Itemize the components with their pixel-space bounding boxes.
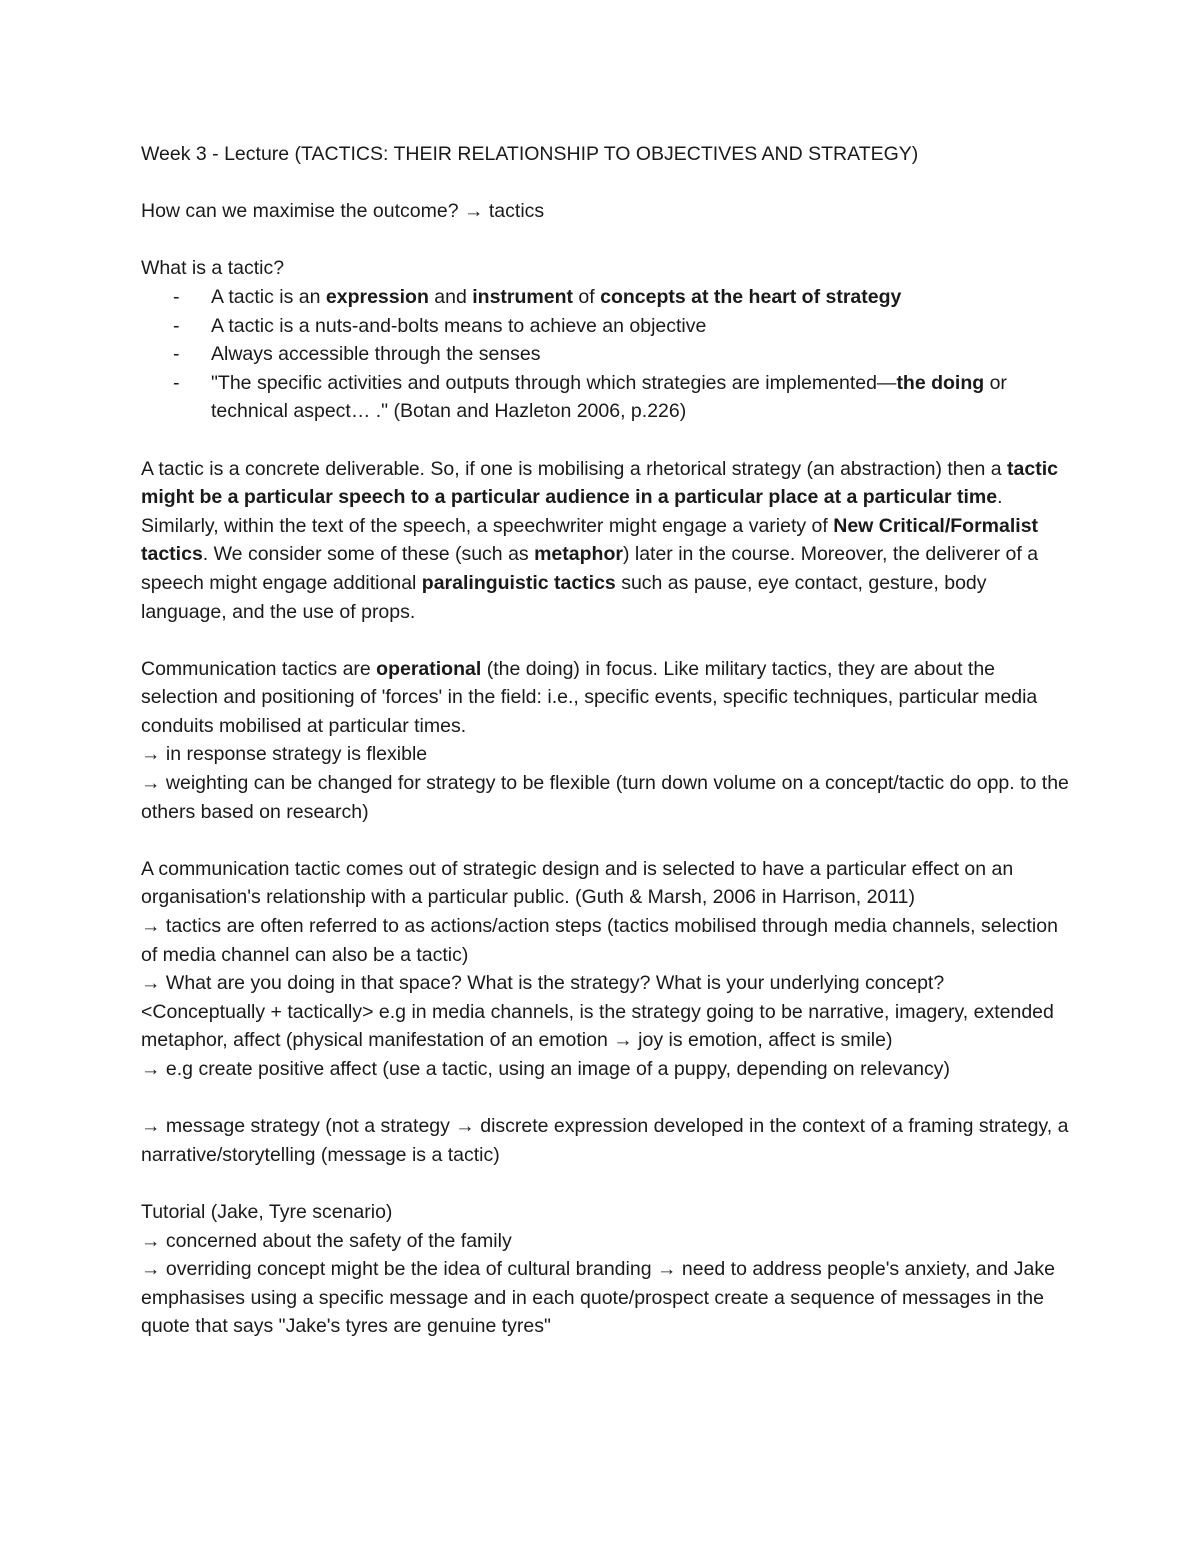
document-page [141,140,1071,1341]
bold-term: the doing [896,371,985,394]
tactic-bullet-list [141,283,1071,426]
spacer [141,226,1071,255]
bullet-dash: - [173,343,180,366]
arrow-note: → What are you doing in that space? What is the strategy? What is your underlying concept? <Conceptually + tactically> e.g in media channels, is the strategy going to be narrative, imagery, extended metaphor, affect (physical manifestation of an emotion → joy is emotion, affect is smile) [141,972,1054,1052]
paragraph-text: Communication tactics are [141,657,377,680]
bold-term: concepts at the heart of strategy [600,285,902,308]
paragraph-text: . Similarly, within the text of the speech, a speechwriter might engage a variety of [141,486,1003,537]
concrete-deliverable-paragraph [141,455,1071,627]
bullet-text: or technical aspect… ." (Botan and Hazleton 2006, p.226) [211,371,1007,423]
bullet-item [141,312,1071,341]
paragraph-text: ) later in the course. Moreover, the deliverer of a speech might engage additional [141,543,1039,594]
paragraph-text: (the doing) in focus. Like military tactics, they are about the selection and positioning of 'forces' in the field: i.e., specific events, specific techniques, particular media conduits mobilised at particular times. [141,657,1038,737]
question-line: How can we maximise the outcome? → tactics [141,200,545,223]
bullet-dash: - [173,314,180,337]
bold-term: New Critical/Formalist tactics [141,514,1039,566]
bullet-text: and [428,285,473,308]
document-title: Week 3 - Lecture (TACTICS: THEIR RELATIONSHIP TO OBJECTIVES AND STRATEGY) [141,143,919,165]
bullet-text: Always accessible through the senses [211,343,541,366]
bold-term: instrument [472,285,573,308]
spacer [141,1169,1071,1198]
bullet-text: of [573,285,601,308]
bullet-text: A tactic is an [211,285,326,308]
bullet-text: A tactic is a nuts-and-bolts means to achieve an objective [211,314,707,337]
arrow-note: → e.g create positive affect (use a tactic, using an image of a puppy, depending on relevancy) [141,1058,951,1080]
message-strategy-note: → message strategy (not a strategy → discrete expression developed in the context of a framing strategy, a narrative/storytelling (message is a tactic) [141,1115,1069,1166]
paragraph-text: . We consider some of these (such as [202,543,535,566]
bold-term: paralinguistic tactics [421,571,616,594]
arrow-note: → in response strategy is flexible [141,743,428,766]
spacer [141,426,1071,455]
bold-term: expression [325,285,429,308]
bullet-item [141,283,1071,312]
paragraph-text: A tactic is a concrete deliverable. So, if one is mobilising a rhetorical strategy (an abstraction) then a [141,457,1008,480]
tutorial-heading: Tutorial (Jake, Tyre scenario) [141,1200,393,1223]
spacer [141,169,1071,198]
bullet-dash: - [173,371,180,394]
spacer [141,626,1071,655]
spacer [141,1084,1071,1113]
strategic-design-paragraph: A communication tactic comes out of strategic design and is selected to have a particular effect on an organisation's relationship with a particular public. (Guth & Marsh, 2006 in Harrison, 2011) [141,857,1014,909]
what-is-heading: What is a tactic? [141,257,285,280]
bold-term: operational [376,657,482,680]
paragraph-text: such as pause, eye contact, gesture, body language, and the use of props. [141,571,987,623]
bullet-item [141,340,1071,369]
arrow-note: → weighting can be changed for strategy to be flexible (turn down volume on a concept/tactic do opp. to the others based on research) [141,772,1069,823]
operational-paragraph [141,655,1071,741]
bold-term: tactic might be a particular speech to a particular audience in a particular place at a particular time [141,457,1058,509]
arrow-note: → concerned about the safety of the family [141,1229,512,1252]
bullet-item [141,369,1071,426]
spacer [141,826,1071,855]
bullet-dash: - [173,285,180,308]
arrow-note: → overriding concept might be the idea of cultural branding → need to address people's anxiety, and Jake emphasises using a specific message and in each quote/prospect create a sequence of messages in the quote that says "Jake's tyres are genuine tyres" [141,1258,1055,1338]
bullet-text: "The specific activities and outputs through which strategies are implemented— [211,371,897,394]
bold-term: metaphor [534,543,623,566]
arrow-note: → tactics are often referred to as actions/action steps (tactics mobilised through media channels, selection of media channel can also be a tactic) [141,915,1058,966]
